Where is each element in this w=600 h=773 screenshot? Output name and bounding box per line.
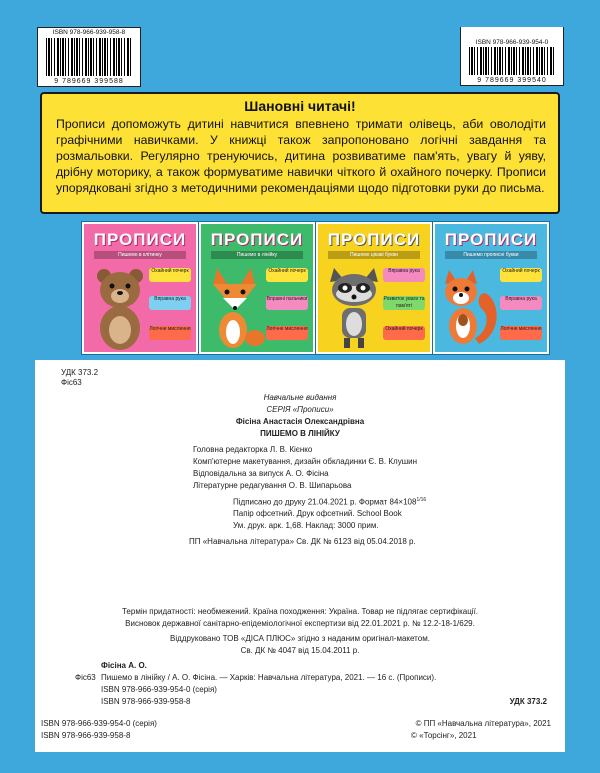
edition-type: Навчальне видання	[263, 393, 337, 402]
biblio-author: Фісіна А. О.	[101, 661, 147, 670]
literary-credit: Літературне редагування О. В. Шипарьова	[193, 481, 352, 490]
barcode-left-bars	[46, 38, 132, 76]
cover-title: ПРОПИСИ	[444, 230, 538, 249]
imprint-panel	[35, 360, 565, 752]
terms-line-3: Віддруковано ТОВ «ДІСА ПЛЮС» згідно з наданим оригінал-макетом.	[170, 634, 430, 643]
raccoon-icon	[324, 264, 384, 350]
terms-line-2: Висновок державної санітарно-епідеміологічної експертизи від 22.01.2021 р. № 12.2-18-1/629.	[125, 619, 475, 628]
notice-title: Шановні читачі!	[244, 98, 356, 114]
terms-line-1: Термін придатності: необмежений. Країна походження: Україна. Товар не підлягає сертифікації.	[121, 607, 479, 616]
biblio-udk: УДК 373.2	[509, 697, 547, 706]
footer-isbn-series: ISBN 978-966-939-954-0 (серія)	[41, 719, 157, 728]
cover-title: ПРОПИСИ	[210, 230, 304, 249]
biblio-line: Пишемо в лінійку / А. О. Фісіна. — Харків: Навчальна література, 2021. — 16 с. (Прописи).	[101, 673, 437, 682]
biblio-isbn-series: ISBN 978-966-939-954-0 (серія)	[101, 685, 217, 694]
publisher-info: ПП «Навчальна література» Св. ДК № 6123 від 05.04.2018 р.	[189, 537, 416, 546]
print-signed	[233, 497, 426, 507]
cover-badge: Охайний почерк	[383, 326, 425, 340]
cover-subtitle: Пишемо в клітинку	[94, 251, 186, 259]
series-name: СЕРІЯ «Прописи»	[266, 405, 334, 414]
cover-subtitle: Пишемо цікаві букви	[328, 251, 420, 259]
cover-badge: Охайний почерк	[149, 268, 191, 282]
fox-icon	[205, 264, 267, 350]
barcode-left	[37, 27, 141, 87]
cover-subtitle: Пишемо в лінійку	[211, 251, 303, 259]
author-name: Фісіна Анастасія Олександрівна	[235, 417, 365, 426]
author-code: Фіс63	[61, 378, 82, 387]
barcode-left-number: 9 789669 399588	[54, 78, 124, 85]
book-cover-2	[199, 222, 315, 354]
print-signed-text: Підписано до друку 21.04.2021 р. Формат 84×108	[233, 497, 417, 507]
udk-code: УДК 373.2	[61, 368, 99, 377]
copyright-line-2: © «Торсінг», 2021	[411, 731, 477, 740]
cover-badge: Охайний почерк	[500, 268, 542, 282]
cover-title: ПРОПИСИ	[93, 230, 187, 249]
cover-badge: Логічне мислення	[149, 326, 191, 340]
cover-badge: Вправна рука	[383, 268, 425, 282]
book-title: ПИШЕМО В ЛІНІЙКУ	[260, 429, 340, 438]
book-cover-4	[433, 222, 549, 354]
responsible-credit: Відповідальна за випуск А. О. Фісіна	[193, 469, 329, 478]
cover-title: ПРОПИСИ	[327, 230, 421, 249]
reader-notice	[40, 92, 560, 214]
cover-badge: Вправна рука	[500, 296, 542, 310]
footer-isbn: ISBN 978-966-939-958-8	[41, 731, 131, 740]
barcode-left-isbn: ISBN 978-966-939-958-8	[52, 29, 126, 36]
biblio-code: Фіс63	[75, 673, 96, 682]
sheets-info: Ум. друк. арк. 1,68. Наклад: 3000 прим.	[233, 521, 379, 530]
barcode-right-number: 9 789669 399540	[477, 77, 547, 84]
paper-info: Папір офсетний. Друк офсетний. School Book	[233, 509, 402, 518]
cover-badge: Вправна рука	[149, 296, 191, 310]
barcode-right-bars	[469, 47, 555, 75]
biblio-isbn: ISBN 978-966-939-958-8	[101, 697, 191, 706]
cover-subtitle: Пишемо прописні букви	[445, 251, 537, 259]
bear-icon	[90, 264, 150, 350]
cover-badge: Розвиток уваги та пам'яті	[383, 296, 425, 309]
cover-badge: Вправні пальчики	[266, 296, 308, 310]
cover-badge: Логічне мислення	[266, 326, 308, 340]
book-cover-3	[316, 222, 432, 354]
copyright-line-1: © ПП «Навчальна література», 2021	[415, 719, 551, 728]
squirrel-icon	[439, 264, 503, 350]
cover-badge: Охайний почерк	[266, 268, 308, 282]
layout-credit: Комп'ютерне макетування, дизайн обкладинки Є. В. Клушин	[193, 457, 418, 466]
notice-text: Прописи допоможуть дитині навчитися впевнено тримати олівець, аби оволодіти графічними навичками. У книжці також запропоновано логічні завдання та розмальовки. Регулярно тренуючись, дитина розвиватиме пам'ять, увагу й уяву, дрібну моторику, а також формуватиме навички чіткого й охайного почерку. Прописи упорядковані згідно з методичними рекомендаціями щодо підготовки руки до письма.	[56, 117, 546, 195]
cover-badge: Логічне мислення	[500, 326, 542, 340]
editor-credit: Головна редакторка Л. В. Кієнко	[193, 445, 313, 454]
barcode-right-isbn: ISBN 978-966-939-954-0	[475, 39, 549, 46]
book-cover-1	[82, 222, 198, 354]
barcode-right	[460, 27, 564, 86]
terms-line-4: Св. ДК № 4047 від 15.04.2011 р.	[240, 646, 360, 655]
format-fraction: 1/16	[416, 497, 427, 503]
